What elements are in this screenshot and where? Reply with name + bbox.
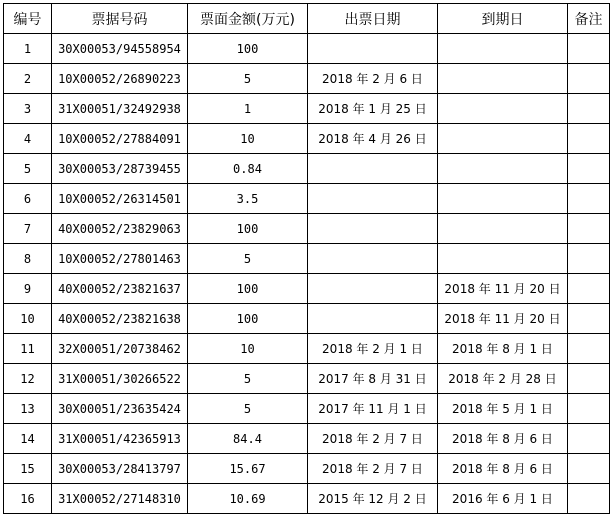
cell-issue-date [308, 274, 438, 304]
cell-amount: 3.5 [188, 184, 308, 214]
cell-issue-date: 2017 年 8 月 31 日 [308, 364, 438, 394]
cell-amount: 10.69 [188, 484, 308, 514]
cell-remarks [568, 214, 610, 244]
table-row [4, 304, 610, 334]
cell-due-date: 2018 年 8 月 1 日 [438, 334, 568, 364]
cell-number: 5 [4, 154, 52, 184]
cell-bill-number: 31X00051/42365913 [52, 424, 188, 454]
cell-number: 2 [4, 64, 52, 94]
cell-number: 1 [4, 34, 52, 64]
cell-due-date: 2018 年 11 月 20 日 [438, 304, 568, 334]
cell-bill-number: 31X00051/32492938 [52, 94, 188, 124]
cell-due-date [438, 64, 568, 94]
cell-bill-number: 31X00052/27148310 [52, 484, 188, 514]
header-due-date: 到期日 [438, 4, 568, 34]
cell-bill-number: 30X00053/94558954 [52, 34, 188, 64]
cell-amount: 5 [188, 64, 308, 94]
cell-issue-date: 2018 年 2 月 7 日 [308, 454, 438, 484]
header-remarks: 备注 [568, 4, 610, 34]
cell-due-date [438, 184, 568, 214]
cell-number: 8 [4, 244, 52, 274]
cell-due-date [438, 34, 568, 64]
cell-due-date: 2018 年 5 月 1 日 [438, 394, 568, 424]
cell-bill-number: 30X00053/28413797 [52, 454, 188, 484]
cell-number: 15 [4, 454, 52, 484]
cell-issue-date: 2018 年 2 月 1 日 [308, 334, 438, 364]
cell-bill-number: 40X00052/23821637 [52, 274, 188, 304]
cell-due-date [438, 214, 568, 244]
cell-number: 10 [4, 304, 52, 334]
table-row [4, 64, 610, 94]
cell-issue-date: 2017 年 11 月 1 日 [308, 394, 438, 424]
cell-due-date: 2018 年 8 月 6 日 [438, 454, 568, 484]
cell-amount: 5 [188, 364, 308, 394]
table-row [4, 244, 610, 274]
table-row [4, 334, 610, 364]
cell-amount: 10 [188, 124, 308, 154]
cell-remarks [568, 304, 610, 334]
cell-amount: 100 [188, 304, 308, 334]
cell-due-date [438, 94, 568, 124]
cell-number: 3 [4, 94, 52, 124]
cell-number: 7 [4, 214, 52, 244]
table-row [4, 214, 610, 244]
table-row [4, 34, 610, 64]
cell-issue-date [308, 214, 438, 244]
cell-remarks [568, 64, 610, 94]
table-row [4, 94, 610, 124]
cell-bill-number: 31X00051/30266522 [52, 364, 188, 394]
cell-number: 4 [4, 124, 52, 154]
table-row [4, 124, 610, 154]
table-row [4, 454, 610, 484]
cell-remarks [568, 34, 610, 64]
cell-remarks [568, 484, 610, 514]
cell-due-date: 2018 年 8 月 6 日 [438, 424, 568, 454]
table-row [4, 394, 610, 424]
cell-due-date [438, 154, 568, 184]
cell-issue-date: 2018 年 4 月 26 日 [308, 124, 438, 154]
table-row [4, 274, 610, 304]
cell-number: 16 [4, 484, 52, 514]
cell-number: 6 [4, 184, 52, 214]
cell-bill-number: 32X00051/20738462 [52, 334, 188, 364]
cell-amount: 1 [188, 94, 308, 124]
cell-remarks [568, 184, 610, 214]
cell-number: 14 [4, 424, 52, 454]
cell-amount: 100 [188, 34, 308, 64]
cell-due-date [438, 124, 568, 154]
cell-amount: 5 [188, 394, 308, 424]
cell-issue-date [308, 154, 438, 184]
cell-bill-number: 10X00052/26314501 [52, 184, 188, 214]
cell-bill-number: 10X00052/26890223 [52, 64, 188, 94]
cell-amount: 100 [188, 274, 308, 304]
cell-remarks [568, 124, 610, 154]
header-number: 编号 [4, 4, 52, 34]
cell-due-date: 2018 年 11 月 20 日 [438, 274, 568, 304]
cell-issue-date [308, 304, 438, 334]
cell-due-date: 2018 年 2 月 28 日 [438, 364, 568, 394]
cell-bill-number: 10X00052/27801463 [52, 244, 188, 274]
cell-issue-date [308, 184, 438, 214]
cell-issue-date: 2018 年 2 月 6 日 [308, 64, 438, 94]
cell-number: 13 [4, 394, 52, 424]
table-row [4, 154, 610, 184]
cell-due-date [438, 244, 568, 274]
cell-bill-number: 10X00052/27884091 [52, 124, 188, 154]
cell-bill-number: 40X00052/23829063 [52, 214, 188, 244]
table-row [4, 184, 610, 214]
cell-issue-date: 2018 年 2 月 7 日 [308, 424, 438, 454]
header-row [4, 4, 610, 34]
cell-bill-number: 30X00053/28739455 [52, 154, 188, 184]
cell-amount: 15.67 [188, 454, 308, 484]
cell-bill-number: 30X00051/23635424 [52, 394, 188, 424]
cell-remarks [568, 244, 610, 274]
cell-issue-date [308, 34, 438, 64]
table-row [4, 424, 610, 454]
cell-remarks [568, 454, 610, 484]
cell-amount: 84.4 [188, 424, 308, 454]
cell-amount: 0.84 [188, 154, 308, 184]
cell-amount: 100 [188, 214, 308, 244]
cell-remarks [568, 154, 610, 184]
cell-remarks [568, 364, 610, 394]
cell-issue-date [308, 244, 438, 274]
header-issue-date: 出票日期 [308, 4, 438, 34]
cell-remarks [568, 94, 610, 124]
cell-number: 11 [4, 334, 52, 364]
cell-number: 9 [4, 274, 52, 304]
cell-amount: 5 [188, 244, 308, 274]
cell-issue-date: 2015 年 12 月 2 日 [308, 484, 438, 514]
cell-due-date: 2016 年 6 月 1 日 [438, 484, 568, 514]
cell-remarks [568, 334, 610, 364]
cell-number: 12 [4, 364, 52, 394]
table-row [4, 484, 610, 514]
table-row [4, 364, 610, 394]
cell-issue-date: 2018 年 1 月 25 日 [308, 94, 438, 124]
cell-remarks [568, 424, 610, 454]
header-bill-number: 票据号码 [52, 4, 188, 34]
bill-table [3, 3, 610, 514]
header-face-amount: 票面金额(万元) [188, 4, 308, 34]
cell-remarks [568, 394, 610, 424]
cell-amount: 10 [188, 334, 308, 364]
cell-remarks [568, 274, 610, 304]
cell-bill-number: 40X00052/23821638 [52, 304, 188, 334]
